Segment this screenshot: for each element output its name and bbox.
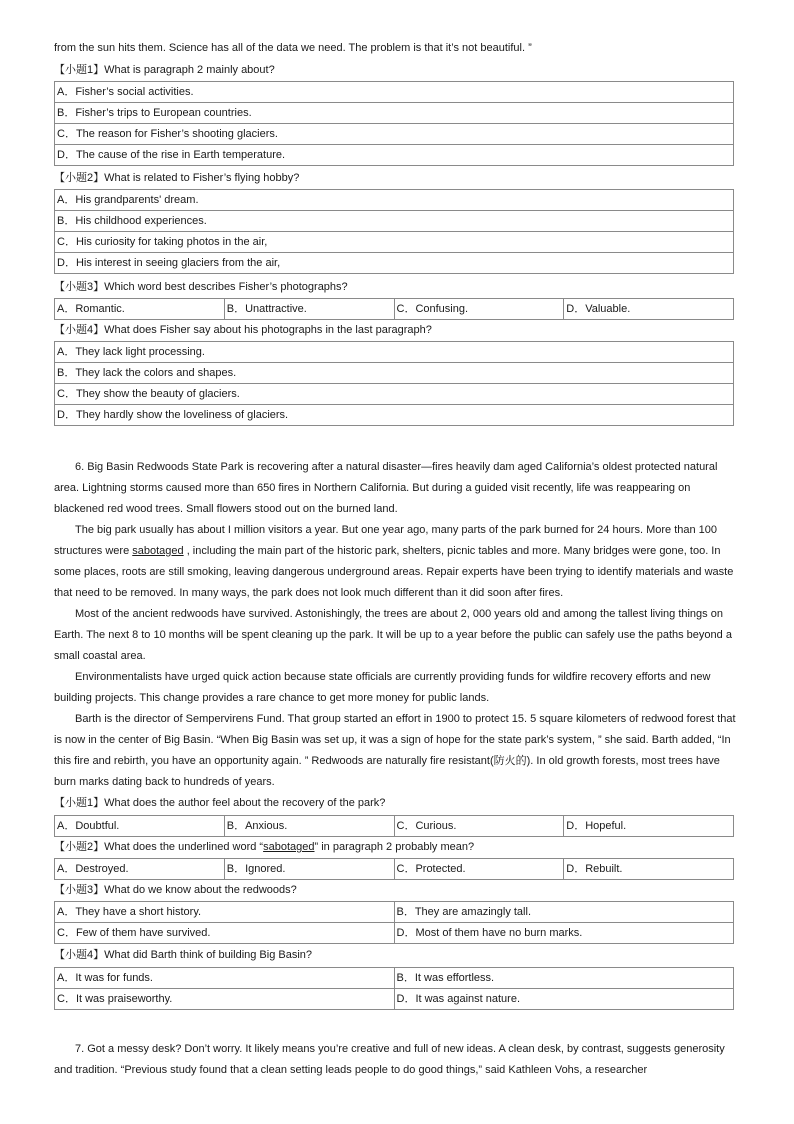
question-stem: 【小题4】What does Fisher say about his photographs in the last paragraph? bbox=[54, 324, 432, 336]
option-c[interactable]: C．Few of them have survived. bbox=[55, 923, 395, 944]
option-table bbox=[54, 81, 734, 166]
option-table bbox=[54, 189, 734, 274]
option-table bbox=[54, 901, 734, 944]
option-b[interactable]: B．Anxious. bbox=[224, 816, 394, 837]
option-c[interactable]: C．Confusing. bbox=[394, 299, 564, 320]
passage-7-paragraph-1: 7. Got a messy desk? Don’t worry. It likely means you’re creative and full of new ideas. A clean desk, by contrast, suggests generosity and tradition. “Previous study found that a clean setting leads people to do good things,” said Kathleen Vohs, a researcher bbox=[54, 1043, 725, 1076]
option-table bbox=[54, 298, 734, 320]
option-b[interactable]: B．They lack the colors and shapes. bbox=[55, 363, 734, 384]
text-span: ” in paragraph 2 probably mean? bbox=[314, 841, 475, 853]
option-table bbox=[54, 858, 734, 880]
question-stem bbox=[54, 837, 474, 858]
passage-6-paragraph-2 bbox=[54, 520, 738, 604]
option-c[interactable]: C．The reason for Fisher’s shooting glaciers. bbox=[55, 124, 734, 145]
option-a[interactable]: A．Romantic. bbox=[55, 299, 225, 320]
option-d[interactable]: D．Rebuilt. bbox=[564, 859, 734, 880]
option-d[interactable]: D．Hopeful. bbox=[564, 816, 734, 837]
text-span: , including the main part of the historic park, shelters, picnic tables and more. Many bridges were gone, too. In some places, roots are still smoking, leaving dangerous underground areas. Repair experts have been trying to identify materials and waste that need to be removed. In many ways, the park does not look much different than it did soon after fires. bbox=[54, 545, 734, 599]
option-c[interactable]: C．Curious. bbox=[394, 816, 564, 837]
option-d[interactable]: D．It was against nature. bbox=[394, 989, 734, 1010]
option-table bbox=[54, 341, 734, 426]
option-d[interactable]: D．His interest in seeing glaciers from the air, bbox=[55, 253, 734, 274]
option-b[interactable]: B．Ignored. bbox=[224, 859, 394, 880]
option-a[interactable]: A．They have a short history. bbox=[55, 902, 395, 923]
question-stem: 【小题3】What do we know about the redwoods? bbox=[54, 884, 297, 896]
option-c[interactable]: C．It was praiseworthy. bbox=[55, 989, 395, 1010]
question-stem: 【小题3】Which word best describes Fisher’s photographs? bbox=[54, 281, 348, 293]
passage-6-paragraph-3: Most of the ancient redwoods have survived. Astonishingly, the trees are about 2, 000 years old and among the tallest living things on Earth. The next 8 to 10 months will be spent cleaning up the park. It will be up to a year before the public can safely use the paths beyond a small coastal area. bbox=[54, 608, 732, 662]
text-span: The big park usually has about I million visitors a year. But one year ago, many parts of the park burned for 24 hours. More than 100 structures were bbox=[54, 524, 718, 557]
text-span: 【小题2】What does the underlined word “ bbox=[54, 841, 264, 853]
option-a[interactable]: A．They lack light processing. bbox=[55, 342, 734, 363]
passage-6-paragraph-5: Barth is the director of Sempervirens Fund. That group started an effort in 1900 to protect 15. 5 square kilometers of redwood forest that is now in the center of Big Basin. “When Big Basin was set up, it was a sign of hope for the state park’s system, ” she said. Barth added, “In this fire and rebirth, you have an opportunity again. ” Redwoods are naturally fire resistant(防火的). In old growth forests, most trees have burn marks dating back to hundreds of years. bbox=[54, 713, 736, 788]
question-stem: 【小题1】What does the author feel about the recovery of the park? bbox=[54, 797, 386, 809]
question-stem: 【小题4】What did Barth think of building Big Basin? bbox=[54, 949, 313, 961]
underlined-word: sabotaged bbox=[263, 841, 315, 853]
underlined-word: sabotaged bbox=[132, 545, 184, 557]
option-a[interactable]: A．His grandparents' dream. bbox=[55, 190, 734, 211]
option-d[interactable]: D．The cause of the rise in Earth temperature. bbox=[55, 145, 734, 166]
option-a[interactable]: A．It was for funds. bbox=[55, 968, 395, 989]
option-b[interactable]: B．They are amazingly tall. bbox=[394, 902, 734, 923]
passage-6-paragraph-4: Environmentalists have urged quick action because state officials are currently providing funds for wildfire recovery efforts and new building projects. This change provides a rare chance to get more money for public lands. bbox=[54, 671, 711, 704]
option-d[interactable]: D．Most of them have no burn marks. bbox=[394, 923, 734, 944]
passage-6-paragraph-1: 6. Big Basin Redwoods State Park is recovering after a natural disaster—fires heavily dam aged California’s oldest protected natural area. Lightning storms caused more than 650 fires in Northern California. But during a guided visit recently, life was reappearing on blackened red wood trees. Small flowers stood out on the burned land. bbox=[54, 461, 718, 515]
option-table bbox=[54, 967, 734, 1010]
option-b[interactable]: B．Fisher’s trips to European countries. bbox=[55, 103, 734, 124]
option-b[interactable]: B．His childhood experiences. bbox=[55, 211, 734, 232]
option-d[interactable]: D．Valuable. bbox=[564, 299, 734, 320]
option-table bbox=[54, 815, 734, 837]
option-a[interactable]: A．Fisher’s social activities. bbox=[55, 82, 734, 103]
option-c[interactable]: C．Protected. bbox=[394, 859, 564, 880]
option-a[interactable]: A．Doubtful. bbox=[55, 816, 225, 837]
option-c[interactable]: C．His curiosity for taking photos in the air, bbox=[55, 232, 734, 253]
question-stem: 【小题1】What is paragraph 2 mainly about? bbox=[54, 64, 275, 76]
question-stem: 【小题2】What is related to Fisher’s flying hobby? bbox=[54, 172, 300, 184]
option-b[interactable]: B．It was effortless. bbox=[394, 968, 734, 989]
option-d[interactable]: D．They hardly show the loveliness of glaciers. bbox=[55, 405, 734, 426]
passage-5-closing-line: from the sun hits them. Science has all of the data we need. The problem is that it’s not beautiful. ” bbox=[54, 42, 532, 54]
option-b[interactable]: B．Unattractive. bbox=[224, 299, 394, 320]
option-a[interactable]: A．Destroyed. bbox=[55, 859, 225, 880]
option-c[interactable]: C．They show the beauty of glaciers. bbox=[55, 384, 734, 405]
